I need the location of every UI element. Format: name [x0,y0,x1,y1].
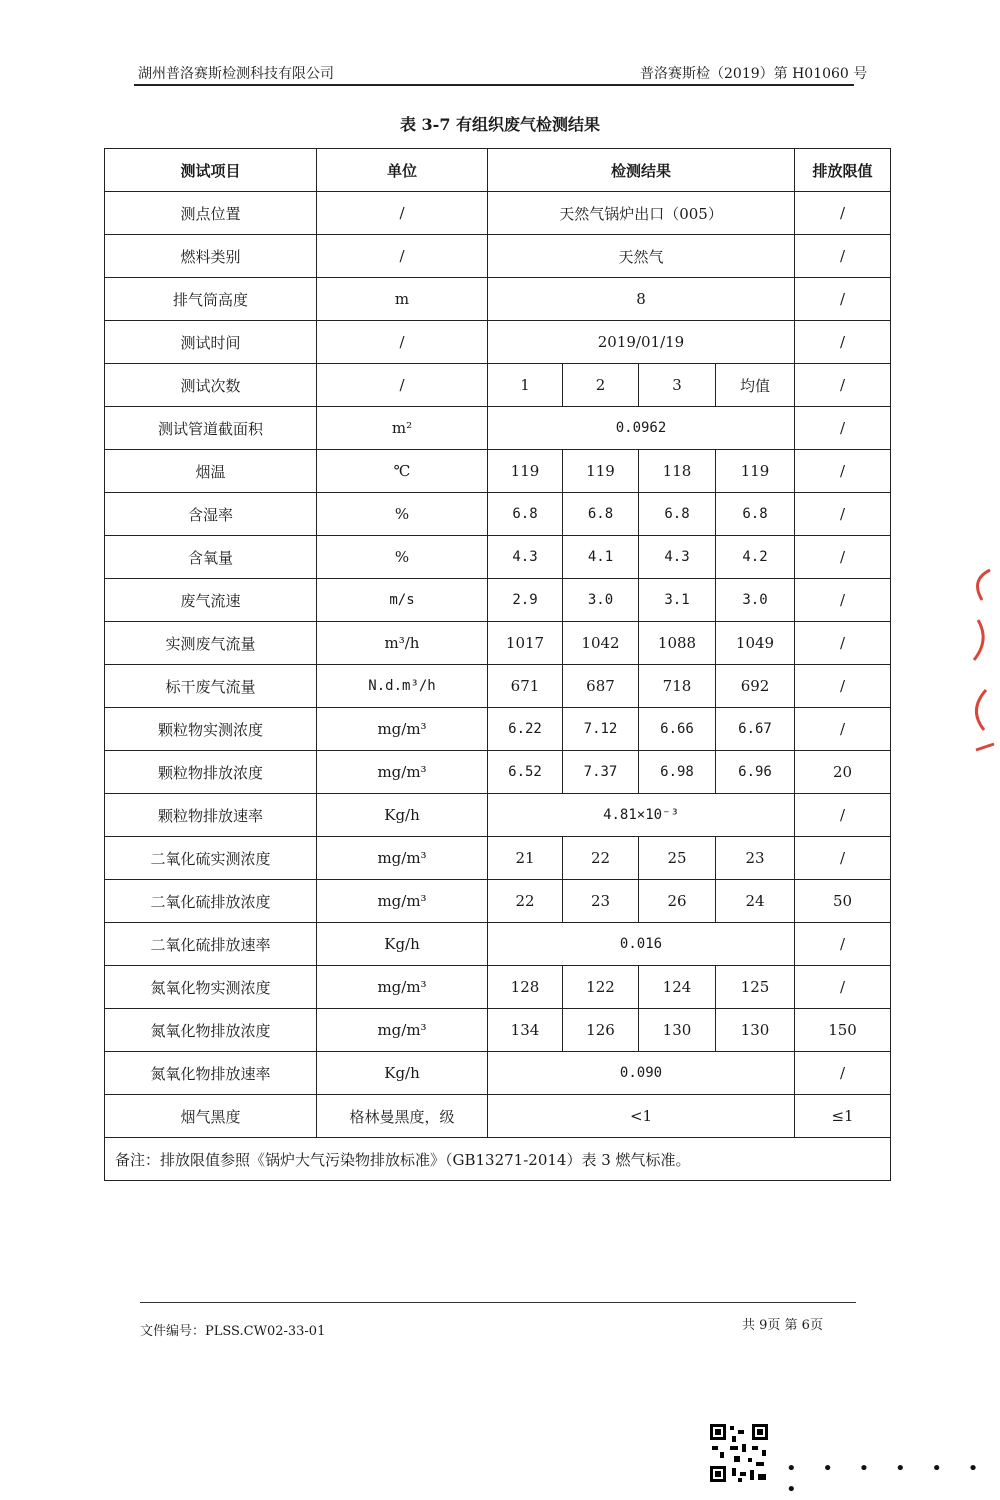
unit-cell: mg/m³ [317,751,488,794]
item-cell: 测试管道截面积 [105,407,317,450]
item-cell: 含氧量 [105,536,317,579]
item-cell: 二氧化硫实测浓度 [105,837,317,880]
table-row [105,622,891,665]
table-row [105,966,891,1009]
item-cell: 含湿率 [105,493,317,536]
item-cell: 实测废气流量 [105,622,317,665]
unit-cell: mg/m³ [317,966,488,1009]
results-table [104,148,891,1181]
value-cell: 119 [563,450,639,493]
table-header-row [105,149,891,192]
page-count: 共 9页 第 6页 [742,1318,823,1333]
value-cell: 4.3 [639,536,716,579]
value-cell: 6.8 [488,493,563,536]
footer-rule [140,1302,856,1303]
limit-cell: / [795,493,891,536]
table-row [105,1095,891,1138]
item-cell: 测点位置 [105,192,317,235]
limit-cell: / [795,622,891,665]
item-cell: 烟气黑度 [105,1095,317,1138]
value-cell: 2019/01/19 [488,321,795,364]
unit-cell: / [317,321,488,364]
unit-cell: mg/m³ [317,837,488,880]
unit-cell: mg/m³ [317,1009,488,1052]
limit-cell: / [795,708,891,751]
value-cell: 天然气 [488,235,795,278]
table-row [105,665,891,708]
item-cell: 氮氧化物排放速率 [105,1052,317,1095]
value-cell: 0.0962 [488,407,795,450]
limit-cell: / [795,278,891,321]
value-cell: 2.9 [488,579,563,622]
value-cell: 126 [563,1009,639,1052]
avg-cell: 6.8 [716,493,795,536]
unit-cell: ℃ [317,450,488,493]
limit-cell: ≤1 [795,1095,891,1138]
value-cell: 4.1 [563,536,639,579]
avg-cell: 130 [716,1009,795,1052]
header-unit: 单位 [317,149,488,192]
item-cell: 氮氧化物排放浓度 [105,1009,317,1052]
value-cell: 4.81×10⁻³ [488,794,795,837]
avg-cell: 119 [716,450,795,493]
limit-cell: / [795,407,891,450]
seal-stroke [974,570,994,750]
value-cell: 118 [639,450,716,493]
limit-cell: / [795,966,891,1009]
table-row [105,321,891,364]
unit-cell: m³/h [317,622,488,665]
value-cell: <1 [488,1095,795,1138]
value-cell: 6.22 [488,708,563,751]
value-cell: 26 [639,880,716,923]
value-cell: 7.37 [563,751,639,794]
table-row [105,880,891,923]
avg-cell: 1049 [716,622,795,665]
value-cell: 1042 [563,622,639,665]
unit-cell: N.d.m³/h [317,665,488,708]
table-row [105,278,891,321]
item-cell: 烟温 [105,450,317,493]
table-row [105,235,891,278]
value-cell: 3.0 [563,579,639,622]
avg-cell: 125 [716,966,795,1009]
limit-cell: / [795,235,891,278]
unit-cell: mg/m³ [317,880,488,923]
file-number: 文件编号：PLSS.CW02-33-01 [140,1324,326,1339]
avg-cell: 6.96 [716,751,795,794]
header-limit: 排放限值 [795,149,891,192]
unit-cell: m [317,278,488,321]
limit-cell: 50 [795,880,891,923]
table-row [105,923,891,966]
table-row [105,837,891,880]
header-rule [134,84,854,86]
limit-cell: / [795,665,891,708]
unit-cell: / [317,235,488,278]
dot-trail: • • • • • • • [786,1458,989,1500]
report-number: 普洛赛斯检（2019）第 H01060 号 [640,66,868,82]
limit-cell: / [795,192,891,235]
value-cell: 122 [563,966,639,1009]
limit-cell: 150 [795,1009,891,1052]
header-result: 检测结果 [488,149,795,192]
unit-cell: / [317,192,488,235]
avg-cell: 均值 [716,364,795,407]
value-cell: 128 [488,966,563,1009]
company-name: 湖州普洛赛斯检测科技有限公司 [138,66,334,82]
limit-cell: / [795,536,891,579]
limit-cell: 20 [795,751,891,794]
unit-cell: m/s [317,579,488,622]
item-cell: 测试时间 [105,321,317,364]
red-seal-fragment [960,560,1000,760]
table-row [105,579,891,622]
value-cell: 0.090 [488,1052,795,1095]
table-row [105,493,891,536]
limit-cell: / [795,364,891,407]
value-cell: 6.98 [639,751,716,794]
limit-cell: / [795,923,891,966]
value-cell: 22 [563,837,639,880]
value-cell: 6.66 [639,708,716,751]
value-cell: 124 [639,966,716,1009]
avg-cell: 4.2 [716,536,795,579]
item-cell: 二氧化硫排放速率 [105,923,317,966]
table-row [105,794,891,837]
limit-cell: / [795,837,891,880]
unit-cell: Kg/h [317,1052,488,1095]
avg-cell: 3.0 [716,579,795,622]
table-row [105,407,891,450]
value-cell: 1 [488,364,563,407]
value-cell: 134 [488,1009,563,1052]
item-cell: 颗粒物排放速率 [105,794,317,837]
value-cell: 130 [639,1009,716,1052]
value-cell: 6.8 [639,493,716,536]
value-cell: 6.52 [488,751,563,794]
unit-cell: % [317,493,488,536]
item-cell: 测试次数 [105,364,317,407]
qr-code-icon [708,1422,770,1484]
value-cell: 1017 [488,622,563,665]
value-cell: 25 [639,837,716,880]
value-cell: 0.016 [488,923,795,966]
item-cell: 燃料类别 [105,235,317,278]
item-cell: 颗粒物实测浓度 [105,708,317,751]
value-cell: 23 [563,880,639,923]
unit-cell: % [317,536,488,579]
value-cell: 2 [563,364,639,407]
value-cell: 671 [488,665,563,708]
table-row [105,192,891,235]
table-note: 备注：排放限值参照《锅炉大气污染物排放标准》（GB13271-2014）表 3 燃气标准。 [105,1138,891,1181]
table-row [105,364,891,407]
unit-cell: / [317,364,488,407]
table-row [105,708,891,751]
table-row [105,1052,891,1095]
value-cell: 3 [639,364,716,407]
item-cell: 二氧化硫排放浓度 [105,880,317,923]
unit-cell: 格林曼黑度，级 [317,1095,488,1138]
limit-cell: / [795,450,891,493]
limit-cell: / [795,321,891,364]
item-cell: 氮氧化物实测浓度 [105,966,317,1009]
value-cell: 3.1 [639,579,716,622]
value-cell: 1088 [639,622,716,665]
value-cell: 119 [488,450,563,493]
limit-cell: / [795,1052,891,1095]
avg-cell: 24 [716,880,795,923]
unit-cell: m² [317,407,488,450]
table-row [105,450,891,493]
value-cell: 天然气锅炉出口（005） [488,192,795,235]
header-item: 测试项目 [105,149,317,192]
avg-cell: 692 [716,665,795,708]
limit-cell: / [795,794,891,837]
table-row [105,536,891,579]
value-cell: 21 [488,837,563,880]
table-row [105,751,891,794]
value-cell: 718 [639,665,716,708]
unit-cell: mg/m³ [317,708,488,751]
value-cell: 4.3 [488,536,563,579]
table-note-row [105,1138,891,1181]
table-title: 表 3-7 有组织废气检测结果 [399,115,601,134]
avg-cell: 23 [716,837,795,880]
item-cell: 颗粒物排放浓度 [105,751,317,794]
item-cell: 标干废气流量 [105,665,317,708]
unit-cell: Kg/h [317,923,488,966]
avg-cell: 6.67 [716,708,795,751]
value-cell: 6.8 [563,493,639,536]
value-cell: 687 [563,665,639,708]
unit-cell: Kg/h [317,794,488,837]
item-cell: 废气流速 [105,579,317,622]
value-cell: 7.12 [563,708,639,751]
item-cell: 排气筒高度 [105,278,317,321]
value-cell: 8 [488,278,795,321]
table-row [105,1009,891,1052]
limit-cell: / [795,579,891,622]
value-cell: 22 [488,880,563,923]
